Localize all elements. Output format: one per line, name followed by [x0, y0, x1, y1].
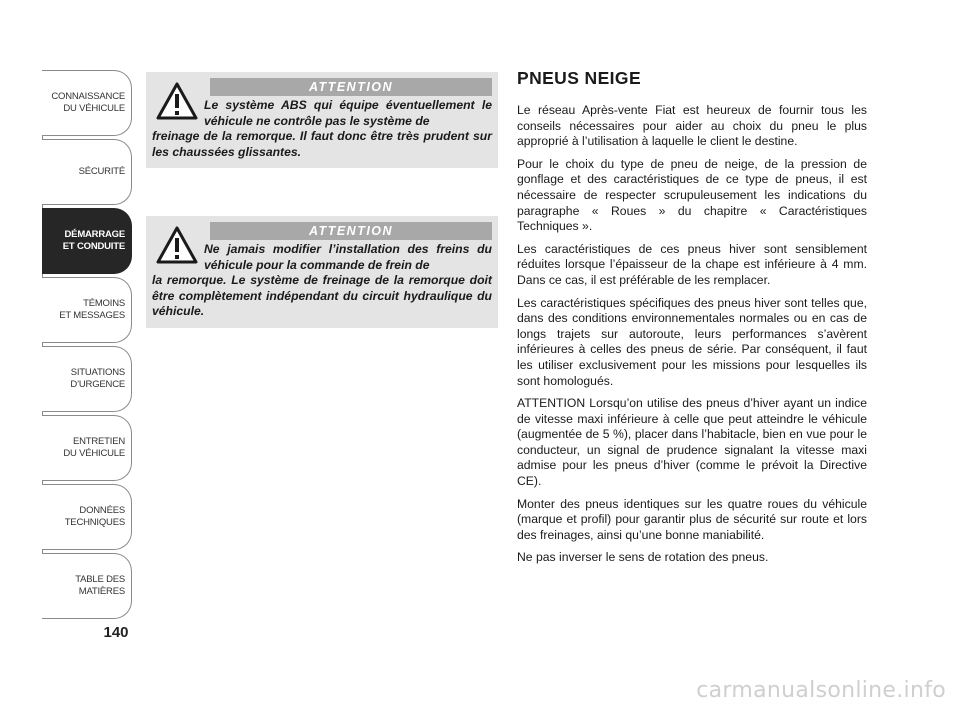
- attention-text-rest: freinage de la remorque. Il faut donc être très prudent sur les chaussées glissantes.: [152, 129, 492, 159]
- tab-temoins-et-messages[interactable]: TÉMOINS ET MESSAGES: [42, 277, 132, 343]
- paragraph: Le réseau Après-vente Fiat est heureux de fournir tous les conseils nécessaires pour aider au choix du pneu le plus approprié à l’utilisation à laquelle le client le destine.: [517, 103, 867, 149]
- tab-table-des-matieres[interactable]: TABLE DES MATIÈRES: [42, 553, 132, 619]
- paragraph: Monter des pneus identiques sur les quatre roues du véhicule (marque et profil) pour garantir plus de sécurité sur route et lors des freinages, ainsi qu’une bonne maniabilité.: [517, 496, 867, 542]
- tab-securite[interactable]: SÉCURITÉ: [42, 139, 132, 205]
- paragraph: ATTENTION Lorsqu’on utilise des pneus d’hiver ayant un indice de vitesse maxi inférieure à celle que peut atteindre le véhicule (augmentée de 5 %), placer dans l’habitacle, bien en vue pour le conducteur, un signal de prudence signalant la vitesse maxi admise pour les pneus d’hiver (comme le prévoit la Directive CE).: [517, 396, 867, 489]
- attention-text-lead: Ne jamais modifier l’installation des freins du véhicule pour la commande de frein de: [204, 242, 492, 272]
- attention-box-abs: [146, 72, 498, 168]
- attention-box-brakes: [146, 216, 498, 328]
- tab-demarrage-et-conduite[interactable]: DÉMARRAGE ET CONDUITE: [42, 208, 132, 274]
- page-number: 140: [103, 624, 129, 641]
- section-heading: PNEUS NEIGE: [517, 68, 642, 88]
- tab-connaissance-du-vehicule[interactable]: CONNAISSANCE DU VÉHICULE: [42, 70, 132, 136]
- attention-banner: ATTENTION: [210, 78, 492, 96]
- tab-donnees-techniques[interactable]: DONNÉES TECHNIQUES: [42, 484, 132, 550]
- attention-text: [152, 242, 492, 320]
- attention-text-rest: la remorque. Le système de freinage de la remorque doit être complètement indépendant du circuit hydraulique du véhicule.: [152, 273, 492, 318]
- attention-banner: ATTENTION: [210, 222, 492, 240]
- main-content: [517, 68, 867, 573]
- warning-triangle-icon: [156, 82, 198, 120]
- paragraph: Les caractéristiques spécifiques des pneus hiver sont telles que, dans des conditions environnementales normales ou en cas de longs trajets sur autoroute, leurs performances s’avèrent inférieures à celles des pneus de série. Par conséquent, il faut les utiliser exclusivement pour les missions pour lesquelles ils sont homologués.: [517, 295, 867, 388]
- tab-entretien-du-vehicule[interactable]: ENTRETIEN DU VÉHICULE: [42, 415, 132, 481]
- tab-situations-d-urgence[interactable]: SITUATIONS D’URGENCE: [42, 346, 132, 412]
- paragraph: Pour le choix du type de pneu de neige, de la pression de gonflage et des caractéristiques de ce type de pneus, il est nécessaire de respecter scrupuleusement les indications du paragraphe « Roues » du chapitre « Caractéristiques Techniques ».: [517, 156, 867, 234]
- paragraph: Ne pas inverser le sens de rotation des pneus.: [517, 550, 769, 565]
- attention-text: [152, 98, 492, 160]
- attention-text-lead: Le système ABS qui équipe éventuellement le véhicule ne contrôle pas le système de: [204, 98, 492, 128]
- warning-triangle-icon: [156, 226, 198, 264]
- watermark: carmanualsonline.info: [696, 678, 946, 703]
- paragraph: Les caractéristiques de ces pneus hiver sont sensiblement réduites lorsque l’épaisseur de la chape est inférieure à 4 mm. Dans ce cas, il est préférable de les remplacer.: [517, 241, 867, 287]
